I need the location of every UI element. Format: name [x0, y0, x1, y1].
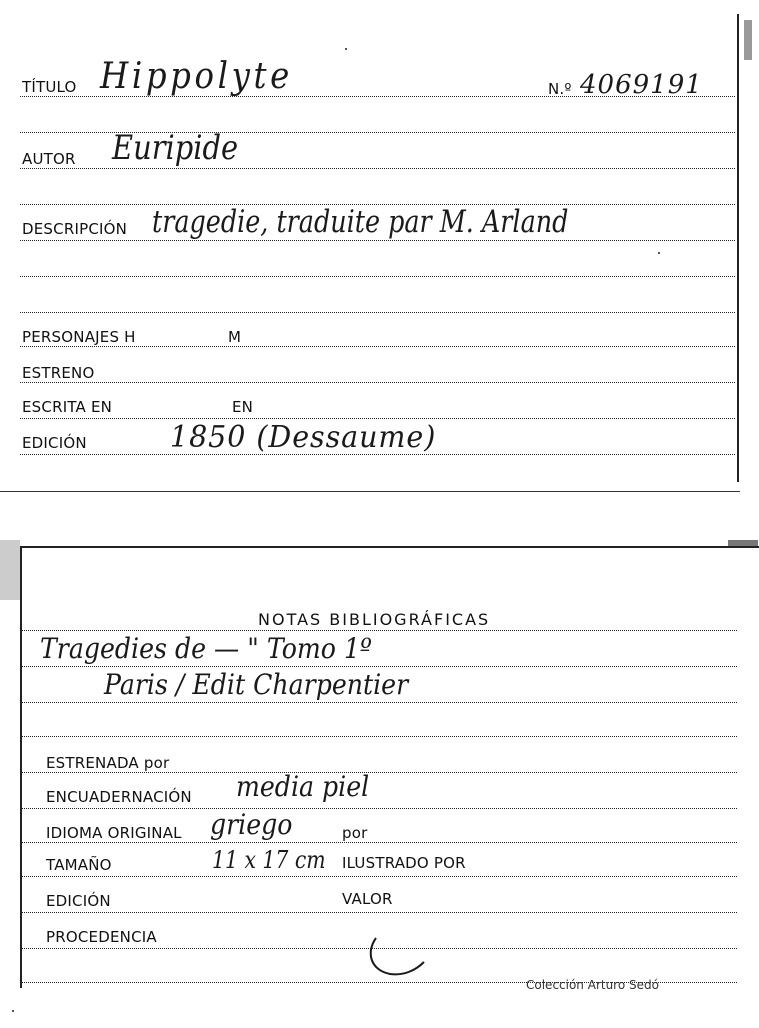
- rule-line: [20, 240, 735, 241]
- descripcion-label: DESCRIPCIÓN: [22, 220, 128, 238]
- autor-value: Euripide: [112, 128, 239, 168]
- edicion-value: 1850 (Dessaume): [170, 420, 437, 455]
- idioma-value: griego: [210, 808, 293, 841]
- rule-line: [20, 418, 735, 419]
- scan-noise: [744, 20, 752, 60]
- card-border-top: [0, 546, 759, 548]
- scan-speck: [658, 252, 660, 254]
- tamano-value: 11 x 17 cm: [212, 846, 326, 874]
- estrenada-label: ESTRENADA por: [46, 754, 170, 772]
- rule-line: [20, 312, 735, 313]
- card-border-left: [20, 548, 22, 988]
- notes-line-2: Paris / Edit Charpentier: [104, 668, 409, 701]
- estreno-label: ESTRENO: [22, 364, 95, 382]
- pen-mark-icon: [364, 932, 434, 984]
- rule-line: [20, 276, 735, 277]
- idioma-label: IDIOMA ORIGINAL: [46, 824, 182, 842]
- scan-noise: [728, 540, 758, 546]
- rule-line: [22, 630, 737, 631]
- escrita-en-label: EN: [232, 398, 254, 416]
- rule-line: [22, 912, 737, 913]
- card-border-right: [737, 14, 739, 482]
- catalog-card-front: [0, 0, 759, 495]
- scan-speck: [345, 48, 347, 50]
- titulo-label: TÍTULO: [22, 78, 77, 96]
- rule-line: [22, 702, 737, 703]
- personajes-label: PERSONAJES H: [22, 328, 136, 346]
- rule-line: [22, 808, 737, 809]
- collection-stamp: Colección Arturo Sedó: [526, 978, 659, 992]
- rule-line: [22, 736, 737, 737]
- scan-noise: [0, 540, 20, 600]
- ilustrado-label: ILUSTRADO POR: [342, 854, 466, 872]
- rule-line: [22, 666, 737, 667]
- encuadernacion-label: ENCUADERNACIÓN: [46, 788, 192, 806]
- rule-line: [22, 842, 737, 843]
- encuadernacion-value: media piel: [236, 770, 370, 803]
- edicion-label-2: EDICIÓN: [46, 892, 111, 910]
- rule-line: [20, 346, 735, 347]
- autor-label: AUTOR: [22, 150, 76, 168]
- escrita-label: ESCRITA EN: [22, 398, 113, 416]
- procedencia-label: PROCEDENCIA: [46, 928, 157, 946]
- rule-line: [22, 876, 737, 877]
- personajes-m-label: M: [228, 328, 242, 346]
- numero-label: N.º: [548, 80, 572, 98]
- scan-speck: [12, 1010, 14, 1012]
- por-label: por: [342, 824, 368, 842]
- valor-label: VALOR: [342, 890, 393, 908]
- rule-line: [20, 382, 735, 383]
- rule-line: [20, 168, 735, 169]
- catalog-card-back: [0, 540, 759, 1028]
- notas-heading: NOTAS BIBLIOGRÁFICAS: [258, 610, 491, 629]
- descripcion-value: tragedie, traduite par M. Arland: [152, 204, 569, 240]
- rule-line: [22, 772, 737, 773]
- numero-value: 4069191: [580, 70, 703, 100]
- card-border-bottom: [0, 491, 740, 492]
- tamano-label: TAMAÑO: [46, 856, 112, 874]
- edicion-label: EDICIÓN: [22, 434, 87, 452]
- notes-line-1: Tragedies de — " Tomo 1º: [40, 632, 372, 665]
- titulo-value: Hippolyte: [100, 56, 293, 97]
